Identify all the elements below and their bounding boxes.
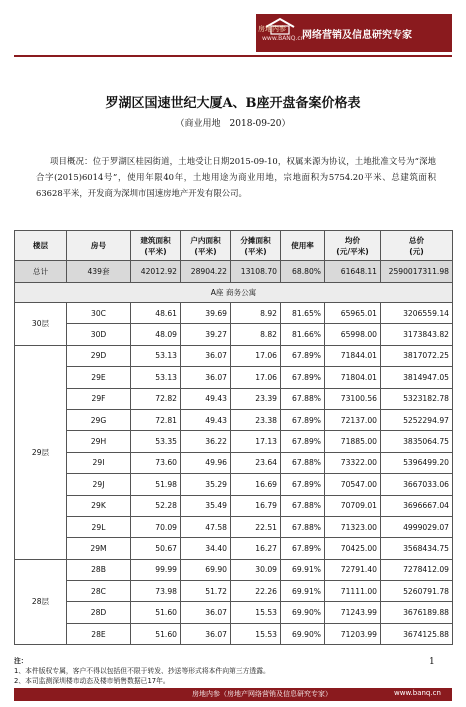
- table-row: [15, 303, 453, 324]
- footer-note-label: 注：: [14, 657, 28, 665]
- value-cell: 23.38: [231, 409, 281, 430]
- column-header: 户内面积 (平米): [181, 231, 231, 261]
- value-cell: 69.90%: [281, 623, 325, 644]
- value-cell: 36.07: [181, 602, 231, 623]
- value-cell: 51.60: [131, 623, 181, 644]
- value-cell: 8.82: [231, 324, 281, 345]
- footer-note-1: 1、本件版权专属，客户不得以包括但不限于转发、抄送等形式将本件向第三方透露。: [14, 667, 270, 675]
- value-cell: 53.35: [131, 431, 181, 452]
- floor-cell: 28层: [15, 559, 67, 645]
- unit-number-cell: 29F: [67, 388, 131, 409]
- price-table: [14, 230, 453, 645]
- value-cell: 47.58: [181, 516, 231, 537]
- total-cell: 439套: [67, 261, 131, 283]
- unit-number-cell: 29J: [67, 474, 131, 495]
- value-cell: 67.88%: [281, 452, 325, 473]
- floor-cell: 30层: [15, 303, 67, 346]
- total-cell: 68.80%: [281, 261, 325, 283]
- brand-logo-text: 房地内参: [258, 25, 286, 33]
- value-cell: 71203.99: [325, 623, 381, 644]
- value-cell: 5260791.78: [381, 581, 453, 602]
- value-cell: 73322.00: [325, 452, 381, 473]
- value-cell: 69.90%: [281, 602, 325, 623]
- value-cell: 67.89%: [281, 431, 325, 452]
- value-cell: 39.69: [181, 303, 231, 324]
- value-cell: 5252294.97: [381, 409, 453, 430]
- unit-number-cell: 29K: [67, 495, 131, 516]
- value-cell: 72.82: [131, 388, 181, 409]
- value-cell: 67.89%: [281, 367, 325, 388]
- unit-number-cell: 30D: [67, 324, 131, 345]
- value-cell: 71844.01: [325, 345, 381, 366]
- value-cell: 67.89%: [281, 474, 325, 495]
- unit-number-cell: 28C: [67, 581, 131, 602]
- table-row: [15, 367, 453, 388]
- column-header: 使用率: [281, 231, 325, 261]
- footer-bar: [14, 688, 452, 701]
- table-row: [15, 388, 453, 409]
- value-cell: 3568434.75: [381, 538, 453, 559]
- column-header: 分摊面积 (平米): [231, 231, 281, 261]
- value-cell: 7278412.09: [381, 559, 453, 580]
- value-cell: 53.13: [131, 345, 181, 366]
- unit-number-cell: 28D: [67, 602, 131, 623]
- value-cell: 17.13: [231, 431, 281, 452]
- value-cell: 70.09: [131, 516, 181, 537]
- value-cell: 36.07: [181, 345, 231, 366]
- column-header: 楼层: [15, 231, 67, 261]
- header-row: [15, 231, 453, 261]
- value-cell: 30.09: [231, 559, 281, 580]
- table-row: [15, 623, 453, 644]
- value-cell: 67.88%: [281, 388, 325, 409]
- table-row: [15, 345, 453, 366]
- value-cell: 5323182.78: [381, 388, 453, 409]
- page-title: 罗湖区国速世纪大厦A、B座开盘备案价格表: [105, 96, 361, 111]
- table-row: [15, 452, 453, 473]
- value-cell: 65998.00: [325, 324, 381, 345]
- unit-number-cell: 28B: [67, 559, 131, 580]
- value-cell: 69.91%: [281, 581, 325, 602]
- value-cell: 71885.00: [325, 431, 381, 452]
- value-cell: 16.27: [231, 538, 281, 559]
- footer-brand: 房地内参（房地产网络营销及信息研究专家）: [192, 690, 332, 698]
- column-header: 房号: [67, 231, 131, 261]
- value-cell: 3674125.88: [381, 623, 453, 644]
- value-cell: 67.89%: [281, 409, 325, 430]
- page-subtitle: （商业用地 2018-09-20）: [175, 119, 291, 129]
- table-row: [15, 495, 453, 516]
- value-cell: 3835064.75: [381, 431, 453, 452]
- total-row: [15, 261, 453, 283]
- value-cell: 70425.00: [325, 538, 381, 559]
- value-cell: 22.51: [231, 516, 281, 537]
- value-cell: 4999029.07: [381, 516, 453, 537]
- value-cell: 3696667.04: [381, 495, 453, 516]
- value-cell: 72137.00: [325, 409, 381, 430]
- value-cell: 17.06: [231, 345, 281, 366]
- value-cell: 81.66%: [281, 324, 325, 345]
- unit-number-cell: 29M: [67, 538, 131, 559]
- unit-number-cell: 29G: [67, 409, 131, 430]
- value-cell: 3667033.06: [381, 474, 453, 495]
- footer-url[interactable]: www.banq.cn: [394, 689, 441, 697]
- unit-number-cell: 29L: [67, 516, 131, 537]
- value-cell: 3206559.14: [381, 303, 453, 324]
- value-cell: 3814947.05: [381, 367, 453, 388]
- value-cell: 15.53: [231, 602, 281, 623]
- brand-url[interactable]: www.BANQ.cn: [262, 35, 305, 42]
- table-row: [15, 581, 453, 602]
- total-cell: 13108.70: [231, 261, 281, 283]
- column-header: 总价 (元): [381, 231, 453, 261]
- table-row: [15, 602, 453, 623]
- value-cell: 36.22: [181, 431, 231, 452]
- value-cell: 48.09: [131, 324, 181, 345]
- header-rule: [14, 55, 452, 57]
- value-cell: 53.13: [131, 367, 181, 388]
- table-row: [15, 324, 453, 345]
- value-cell: 72.81: [131, 409, 181, 430]
- column-header: 均价 (元/平米): [325, 231, 381, 261]
- value-cell: 16.69: [231, 474, 281, 495]
- value-cell: 49.43: [181, 388, 231, 409]
- total-cell: 2590017311.98: [381, 261, 453, 283]
- value-cell: 3676189.88: [381, 602, 453, 623]
- value-cell: 39.27: [181, 324, 231, 345]
- value-cell: 71243.99: [325, 602, 381, 623]
- section-label: A座 商务公寓: [15, 283, 453, 303]
- value-cell: 70547.00: [325, 474, 381, 495]
- value-cell: 5396499.20: [381, 452, 453, 473]
- value-cell: 17.06: [231, 367, 281, 388]
- value-cell: 48.61: [131, 303, 181, 324]
- value-cell: 70709.01: [325, 495, 381, 516]
- table-row: [15, 409, 453, 430]
- value-cell: 67.89%: [281, 538, 325, 559]
- column-header: 建筑面积 (平米): [131, 231, 181, 261]
- unit-number-cell: 28E: [67, 623, 131, 644]
- value-cell: 16.79: [231, 495, 281, 516]
- value-cell: 51.98: [131, 474, 181, 495]
- table-row: [15, 431, 453, 452]
- value-cell: 67.88%: [281, 495, 325, 516]
- value-cell: 71804.01: [325, 367, 381, 388]
- value-cell: 34.40: [181, 538, 231, 559]
- value-cell: 71323.00: [325, 516, 381, 537]
- value-cell: 69.90: [181, 559, 231, 580]
- table-row: [15, 538, 453, 559]
- value-cell: 8.92: [231, 303, 281, 324]
- value-cell: 3173843.82: [381, 324, 453, 345]
- value-cell: 35.49: [181, 495, 231, 516]
- value-cell: 73100.56: [325, 388, 381, 409]
- footer-notes: [14, 656, 414, 686]
- value-cell: 15.53: [231, 623, 281, 644]
- value-cell: 23.64: [231, 452, 281, 473]
- value-cell: 81.65%: [281, 303, 325, 324]
- total-cell: 42012.92: [131, 261, 181, 283]
- unit-number-cell: 29E: [67, 367, 131, 388]
- value-cell: 3817072.25: [381, 345, 453, 366]
- project-overview: 项目概况：位于罗湖区桂园街道，土地受让日期2015-09-10，权属来源为协议，土地批准文号为“深地合字(2015)6014号”，使用年限40年，土地用途为商业用地，宗地面积为5754.20平米、总建筑面积63628平米，开发商为深圳市国速房地产开发有限公司。: [36, 156, 436, 198]
- page-number: 1: [429, 657, 435, 667]
- value-cell: 36.07: [181, 367, 231, 388]
- table-row: [15, 474, 453, 495]
- section-row: [15, 283, 453, 303]
- value-cell: 49.43: [181, 409, 231, 430]
- value-cell: 36.07: [181, 623, 231, 644]
- value-cell: 67.89%: [281, 345, 325, 366]
- value-cell: 50.67: [131, 538, 181, 559]
- total-cell: 总计: [15, 261, 67, 283]
- value-cell: 99.99: [131, 559, 181, 580]
- value-cell: 49.96: [181, 452, 231, 473]
- value-cell: 51.60: [131, 602, 181, 623]
- value-cell: 69.91%: [281, 559, 325, 580]
- brand-banner: [256, 14, 452, 52]
- value-cell: 73.98: [131, 581, 181, 602]
- unit-number-cell: 29D: [67, 345, 131, 366]
- unit-number-cell: 29I: [67, 452, 131, 473]
- floor-cell: 29层: [15, 345, 67, 559]
- value-cell: 73.60: [131, 452, 181, 473]
- value-cell: 22.26: [231, 581, 281, 602]
- unit-number-cell: 29H: [67, 431, 131, 452]
- brand-slogan: 网络营销及信息研究专家: [302, 30, 412, 41]
- table-row: [15, 516, 453, 537]
- total-cell: 61648.11: [325, 261, 381, 283]
- unit-number-cell: 30C: [67, 303, 131, 324]
- value-cell: 67.88%: [281, 516, 325, 537]
- value-cell: 35.29: [181, 474, 231, 495]
- header: [0, 0, 466, 58]
- value-cell: 72791.40: [325, 559, 381, 580]
- value-cell: 71111.00: [325, 581, 381, 602]
- value-cell: 51.72: [181, 581, 231, 602]
- table-row: [15, 559, 453, 580]
- value-cell: 65965.01: [325, 303, 381, 324]
- total-cell: 28904.22: [181, 261, 231, 283]
- value-cell: 52.28: [131, 495, 181, 516]
- value-cell: 23.39: [231, 388, 281, 409]
- footer-note-2: 2、本司监测深圳楼市动态及楼市销售数据已17年。: [14, 677, 170, 685]
